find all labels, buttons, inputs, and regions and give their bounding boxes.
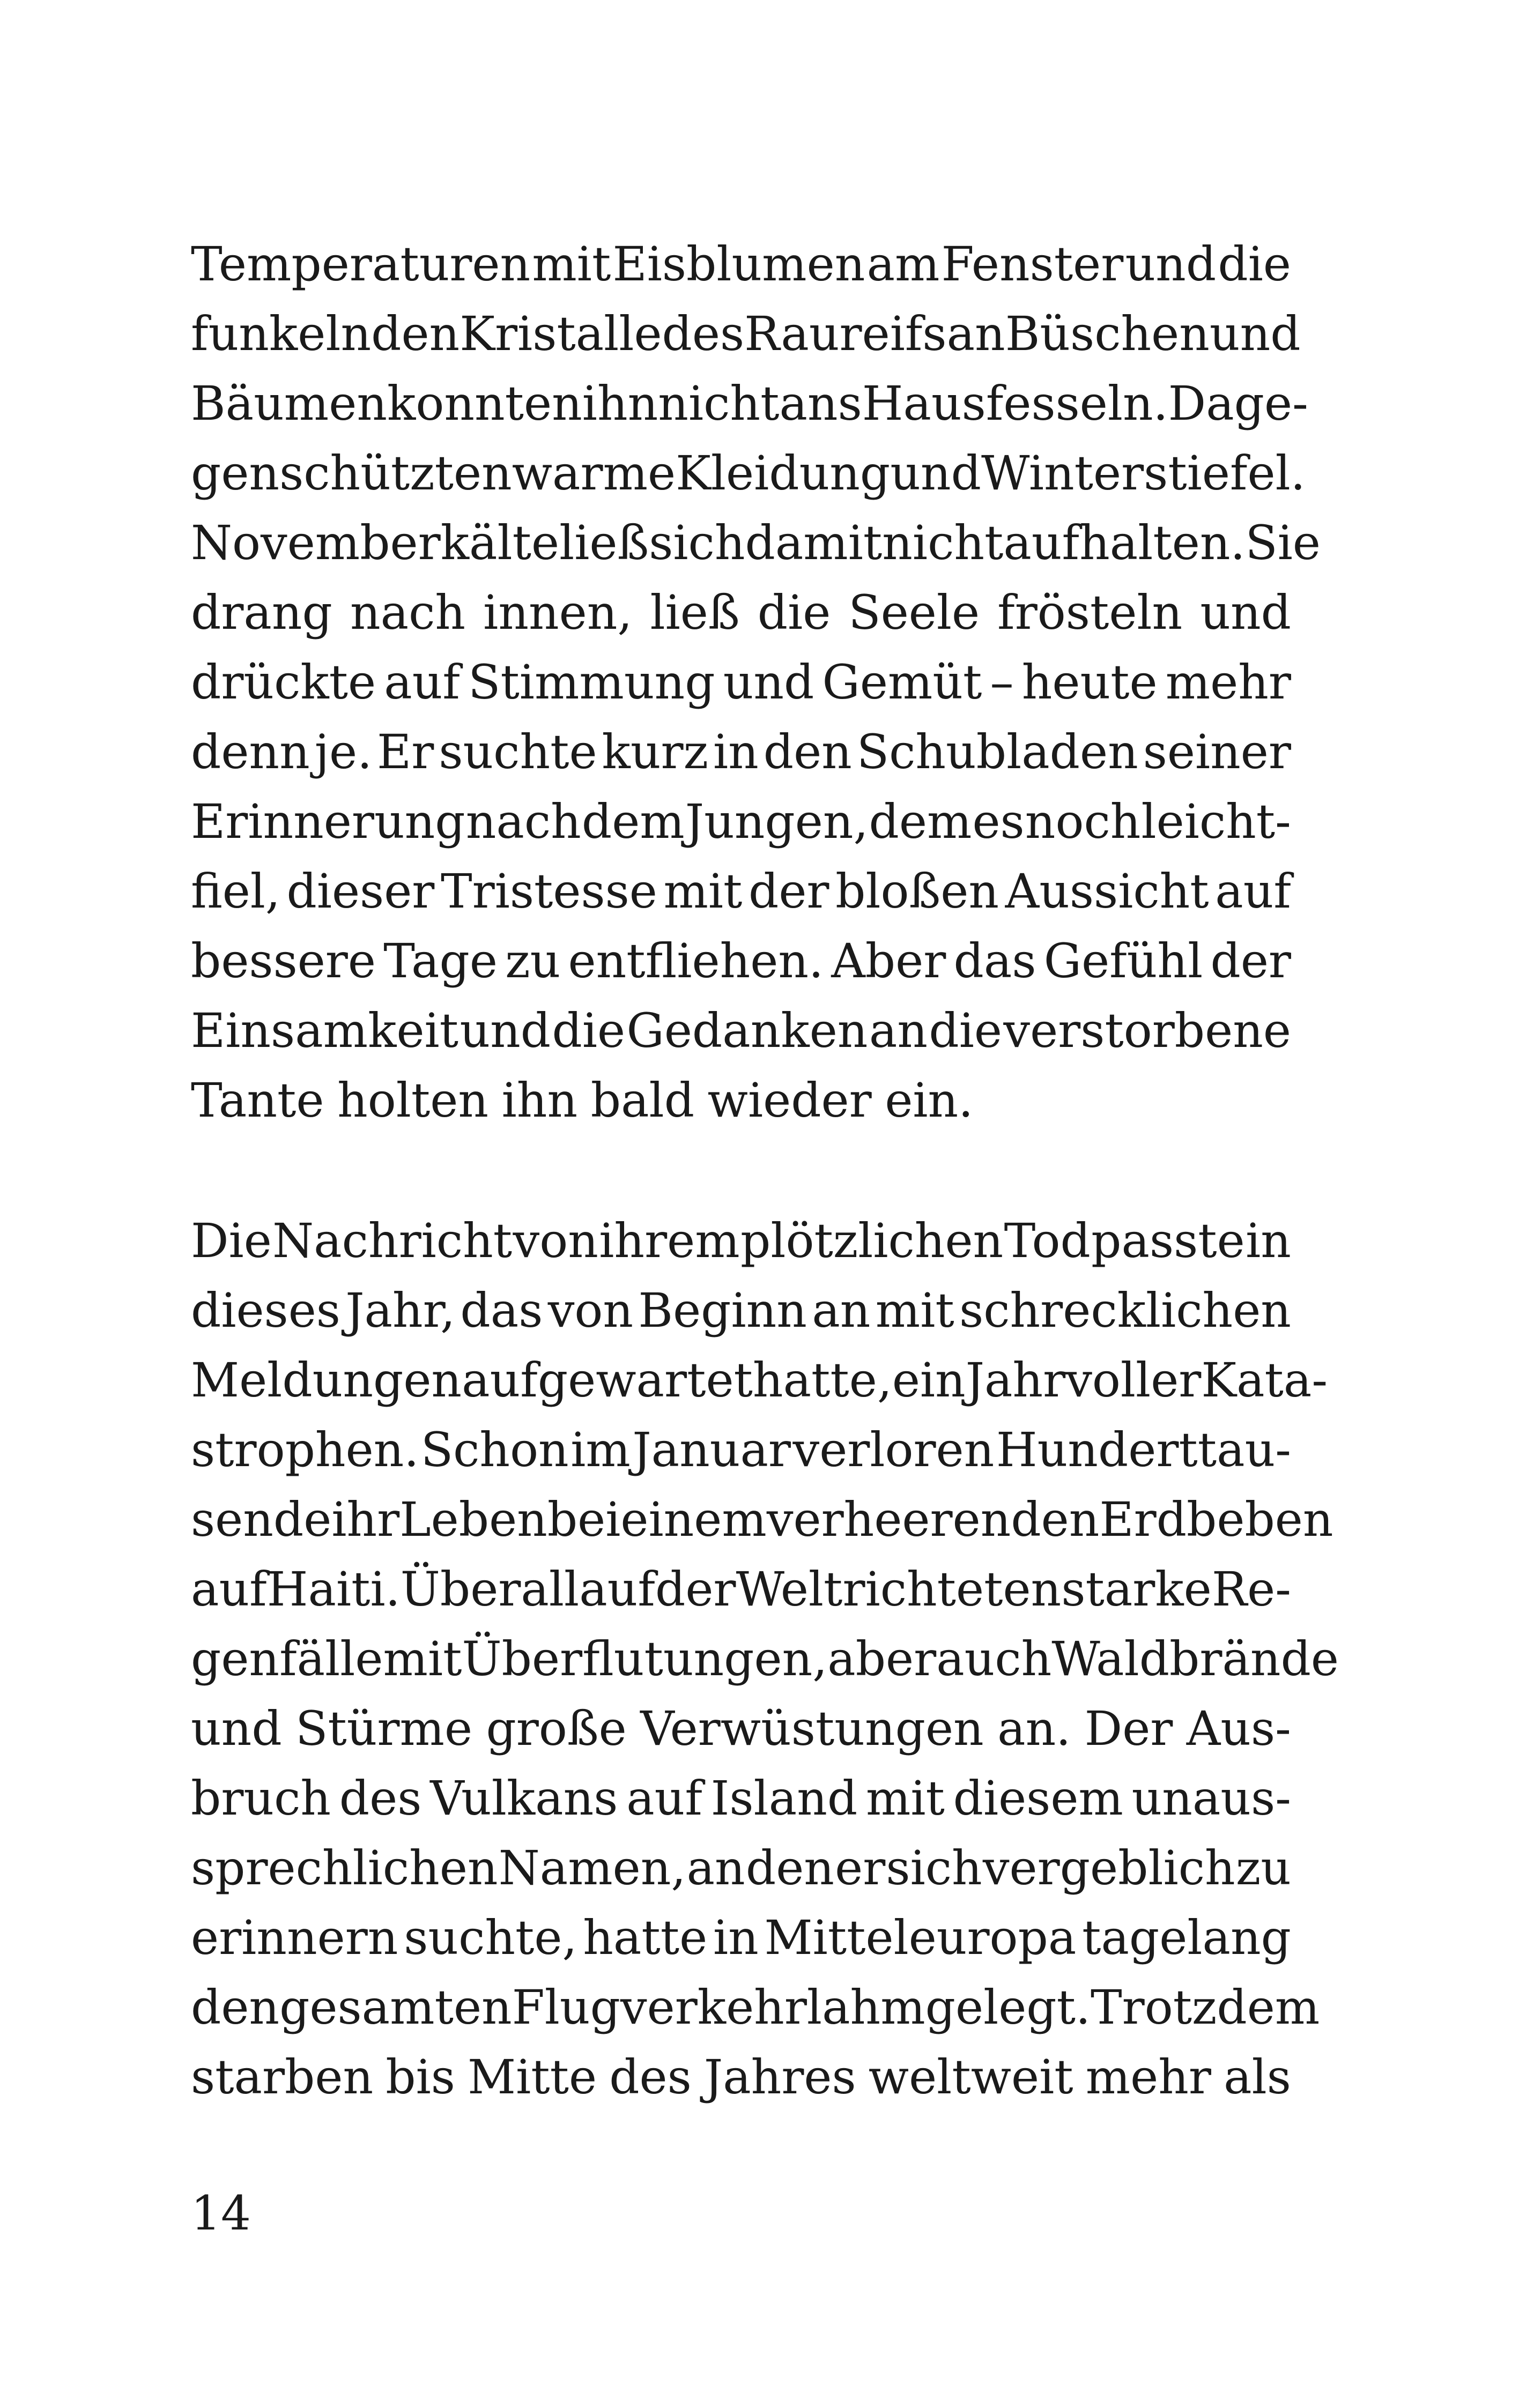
text-line: Einsamkeit und die Gedanken an die verstorbene <box>191 1003 1291 1058</box>
paragraph-1 <box>191 229 1321 1135</box>
text-line: erinnern suchte, hatte in Mitteleuropa tagelang <box>191 1910 1291 1965</box>
text-line: bessere Tage zu entfliehen. Aber das Gefühl der <box>191 933 1291 989</box>
paragraph-2 <box>191 1206 1339 2112</box>
text-line: und Stürme große Verwüstungen an. Der Aus- <box>191 1701 1291 1756</box>
text-line: bruch des Vulkans auf Island mit diesem unaus- <box>191 1771 1291 1826</box>
text-line: Temperaturen mit Eisblumen am Fenster und die <box>191 236 1291 292</box>
text-line: dieses Jahr, das von Beginn an mit schrecklichen <box>191 1283 1291 1338</box>
page-number: 14 <box>191 2186 251 2241</box>
text-line: starben bis Mitte des Jahres weltweit mehr als <box>191 2049 1291 2105</box>
text-line: genfälle mit Überflutungen, aber auch Waldbrände <box>191 1631 1339 1686</box>
text-line: Bäumen konnten ihn nicht ans Haus fesseln. Dage- <box>191 376 1308 431</box>
text-line: den gesamten Flugverkehr lahmgelegt. Trotzdem <box>191 1980 1320 2035</box>
text-line: drang nach innen, ließ die Seele frösteln und <box>191 585 1291 640</box>
text-line: Novemberkälte ließ sich damit nicht aufhalten. Sie <box>191 515 1321 570</box>
text-line: drückte auf Stimmung und Gemüt – heute mehr <box>191 655 1291 710</box>
text-line: strophen. Schon im Januar verloren Hunderttau- <box>191 1422 1291 1477</box>
text-line: Tante holten ihn bald wieder ein. <box>191 1073 974 1128</box>
text-line: Meldungen aufgewartet hatte, ein Jahr voller Kata- <box>191 1352 1328 1408</box>
text-line: sende ihr Leben bei einem verheerenden Erdbeben <box>191 1492 1333 1547</box>
text-line: Die Nachricht von ihrem plötzlichen Tod passte in <box>191 1213 1291 1268</box>
text-line: funkelnden Kristalle des Raureifs an Büschen und <box>191 306 1301 361</box>
text-line: Erinnerung nach dem Jungen, dem es noch leicht- <box>191 794 1291 849</box>
text-line: denn je. Er suchte kurz in den Schubladen seiner <box>191 724 1291 779</box>
text-line: auf Haiti. Überall auf der Welt richteten starke Re- <box>191 1562 1291 1617</box>
text-line: fiel, dieser Tristesse mit der bloßen Aussicht auf <box>191 864 1291 919</box>
text-line: sprechlichen Namen, an den er sich vergeblich zu <box>191 1840 1291 1896</box>
text-line: gen schützten warme Kleidung und Winterstiefel. <box>191 445 1306 501</box>
